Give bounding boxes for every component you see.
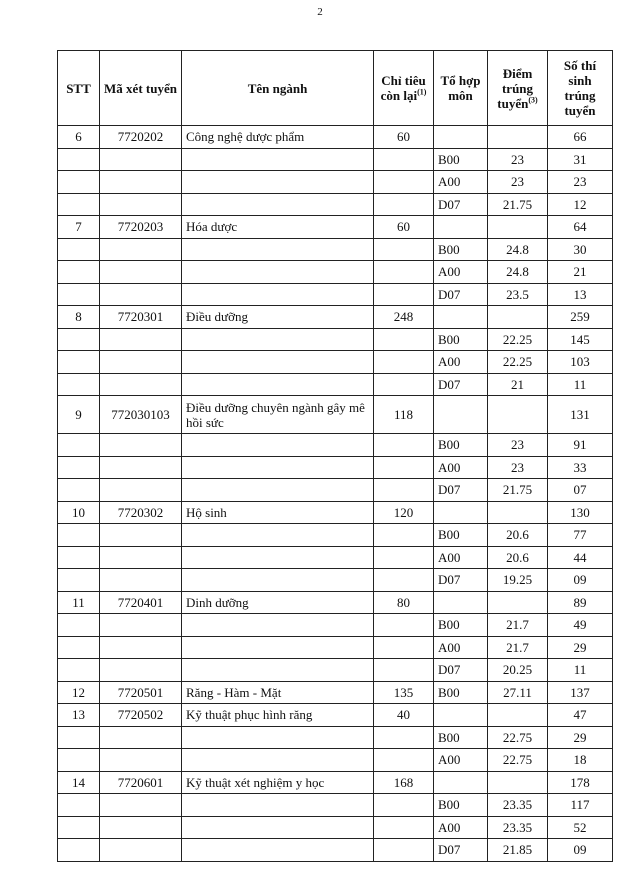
cell-combo [434,396,488,434]
cell-code [100,283,182,306]
cell-combo: B00 [434,238,488,261]
header-count: Số thí sinh trúng tuyển [548,51,613,126]
cell-score: 23.35 [488,794,548,817]
table-row [58,704,613,727]
cell-count: 23 [548,171,613,194]
cell-code [100,434,182,457]
cell-code [100,171,182,194]
cell-combo: D07 [434,479,488,502]
cell-count: 137 [548,681,613,704]
table-row [58,126,613,149]
cell-score [488,126,548,149]
cell-score: 22.75 [488,726,548,749]
cell-combo: B00 [434,148,488,171]
cell-combo [434,126,488,149]
cell-code [100,193,182,216]
cell-code [100,659,182,682]
table-row [58,261,613,284]
table-row [58,193,613,216]
cell-code [100,749,182,772]
cell-score: 20.25 [488,659,548,682]
cell-combo: B00 [434,434,488,457]
cell-combo: D07 [434,283,488,306]
cell-score: 21.75 [488,479,548,502]
cell-stt [58,546,100,569]
cell-code [100,479,182,502]
cell-quota: 60 [374,216,434,239]
cell-combo: D07 [434,193,488,216]
cell-name [182,839,374,862]
cell-code [100,328,182,351]
cell-name: Kỹ thuật phục hình răng [182,704,374,727]
cell-count: 29 [548,636,613,659]
cell-code: 7720203 [100,216,182,239]
cell-name: Công nghệ dược phẩm [182,126,374,149]
cell-combo: B00 [434,794,488,817]
cell-quota [374,434,434,457]
cell-score: 23.5 [488,283,548,306]
cell-quota [374,524,434,547]
cell-stt [58,794,100,817]
cell-count: 21 [548,261,613,284]
cell-count: 259 [548,306,613,329]
table-row [58,681,613,704]
cell-score: 22.25 [488,328,548,351]
table-row [58,238,613,261]
table-row [58,659,613,682]
cell-stt [58,456,100,479]
cell-score: 23.35 [488,816,548,839]
cell-count: 07 [548,479,613,502]
cell-combo: D07 [434,569,488,592]
header-row [58,51,613,126]
cell-score: 23 [488,148,548,171]
cell-name [182,148,374,171]
cell-stt [58,636,100,659]
cell-stt [58,171,100,194]
cell-quota [374,569,434,592]
header-quota [374,51,434,126]
cell-score: 23 [488,456,548,479]
table-row [58,328,613,351]
cell-count: 66 [548,126,613,149]
cell-name [182,479,374,502]
cell-quota [374,238,434,261]
cell-combo: A00 [434,456,488,479]
cell-combo [434,501,488,524]
cell-combo [434,771,488,794]
cell-name [182,749,374,772]
cell-name [182,636,374,659]
table-row [58,569,613,592]
cell-score: 19.25 [488,569,548,592]
cell-name [182,524,374,547]
cell-stt: 10 [58,501,100,524]
cell-combo: A00 [434,261,488,284]
cell-combo: A00 [434,816,488,839]
cell-quota [374,726,434,749]
cell-code: 7720301 [100,306,182,329]
cell-name [182,171,374,194]
header-quota-text: Chỉ tiêu còn lại [380,73,426,103]
cell-count: 12 [548,193,613,216]
header-name: Tên ngành [182,51,374,126]
cell-stt: 7 [58,216,100,239]
cell-code [100,816,182,839]
cell-count: 145 [548,328,613,351]
cell-stt [58,238,100,261]
cell-count: 18 [548,749,613,772]
cell-quota [374,479,434,502]
cell-name [182,193,374,216]
table-body [58,126,613,862]
cell-count: 30 [548,238,613,261]
cell-stt [58,373,100,396]
cell-score: 22.75 [488,749,548,772]
cell-score: 21.85 [488,839,548,862]
cell-quota [374,283,434,306]
cell-score [488,396,548,434]
cell-combo: A00 [434,749,488,772]
table-row [58,501,613,524]
cell-stt: 12 [58,681,100,704]
header-score-text: Điểm trúng tuyển [497,65,534,111]
cell-stt [58,839,100,862]
table-row [58,148,613,171]
cell-count: 131 [548,396,613,434]
cell-code [100,524,182,547]
table-row [58,479,613,502]
cell-combo: A00 [434,636,488,659]
cell-quota [374,546,434,569]
cell-name [182,238,374,261]
cell-score [488,591,548,614]
cell-combo [434,306,488,329]
cell-code: 7720401 [100,591,182,614]
cell-quota [374,794,434,817]
cell-combo [434,216,488,239]
cell-code [100,546,182,569]
cell-code [100,636,182,659]
cell-combo: A00 [434,171,488,194]
table-row [58,771,613,794]
cell-quota [374,659,434,682]
table-row [58,614,613,637]
cell-name [182,373,374,396]
cell-quota [374,148,434,171]
table-row [58,749,613,772]
table-row [58,283,613,306]
cell-count: 77 [548,524,613,547]
cell-stt [58,351,100,374]
table-row [58,726,613,749]
cell-count: 103 [548,351,613,374]
cell-code: 7720601 [100,771,182,794]
cell-combo: A00 [434,351,488,374]
cell-code: 7720502 [100,704,182,727]
cell-combo: A00 [434,546,488,569]
cell-count: 11 [548,659,613,682]
cell-code [100,839,182,862]
cell-count: 47 [548,704,613,727]
cell-name: Dinh dưỡng [182,591,374,614]
table-row [58,456,613,479]
cell-code [100,456,182,479]
cell-quota [374,351,434,374]
cell-quota [374,749,434,772]
cell-stt [58,569,100,592]
cell-count: 31 [548,148,613,171]
cell-quota [374,261,434,284]
cell-count: 130 [548,501,613,524]
cell-score: 21.7 [488,614,548,637]
header-score [488,51,548,126]
cell-stt: 6 [58,126,100,149]
cell-quota [374,373,434,396]
cell-stt [58,261,100,284]
cell-quota [374,816,434,839]
cell-score: 24.8 [488,238,548,261]
cell-name [182,726,374,749]
table-row [58,434,613,457]
cell-name [182,794,374,817]
cell-score: 20.6 [488,546,548,569]
cell-name [182,261,374,284]
cell-name: Hóa dược [182,216,374,239]
cell-combo: B00 [434,726,488,749]
cell-stt [58,816,100,839]
cell-count: 11 [548,373,613,396]
cell-stt [58,659,100,682]
cell-stt [58,479,100,502]
cell-name [182,569,374,592]
cell-stt: 11 [58,591,100,614]
cell-stt [58,328,100,351]
cell-code [100,148,182,171]
page-number: 2 [317,6,323,18]
cell-stt: 14 [58,771,100,794]
cell-stt: 9 [58,396,100,434]
table-row [58,373,613,396]
cell-name [182,456,374,479]
cell-score [488,771,548,794]
cell-stt [58,193,100,216]
cell-score: 27.11 [488,681,548,704]
cell-code [100,238,182,261]
header-score-note: (3) [528,95,538,105]
cell-stt [58,148,100,171]
cell-quota: 60 [374,126,434,149]
cell-score: 21.7 [488,636,548,659]
cell-stt: 8 [58,306,100,329]
cell-stt [58,614,100,637]
header-code: Mã xét tuyển [100,51,182,126]
cell-count: 89 [548,591,613,614]
cell-combo: B00 [434,524,488,547]
cell-score: 21.75 [488,193,548,216]
table-row [58,839,613,862]
cell-stt [58,434,100,457]
cell-quota [374,193,434,216]
cell-name [182,434,374,457]
cell-name: Hộ sinh [182,501,374,524]
cell-score: 20.6 [488,524,548,547]
cell-code [100,351,182,374]
table-row [58,351,613,374]
cell-score [488,306,548,329]
cell-score: 23 [488,434,548,457]
cell-quota: 120 [374,501,434,524]
cell-combo: D07 [434,839,488,862]
cell-name [182,328,374,351]
cell-combo: D07 [434,659,488,682]
cell-code: 7720202 [100,126,182,149]
table-row [58,524,613,547]
cell-combo: B00 [434,328,488,351]
cell-quota [374,636,434,659]
header-stt: STT [58,51,100,126]
cell-count: 117 [548,794,613,817]
cell-name [182,283,374,306]
cell-stt: 13 [58,704,100,727]
cell-quota [374,171,434,194]
table-row [58,546,613,569]
cell-count: 64 [548,216,613,239]
cell-code [100,569,182,592]
cell-name [182,546,374,569]
admission-table [57,50,613,862]
cell-stt [58,283,100,306]
cell-combo: B00 [434,614,488,637]
cell-count: 91 [548,434,613,457]
cell-quota: 80 [374,591,434,614]
cell-code [100,261,182,284]
cell-score: 22.25 [488,351,548,374]
cell-quota: 40 [374,704,434,727]
table-row [58,306,613,329]
cell-combo [434,591,488,614]
header-quota-note: (1) [417,87,427,97]
table-row [58,396,613,434]
cell-code: 772030103 [100,396,182,434]
cell-score: 23 [488,171,548,194]
cell-count: 52 [548,816,613,839]
cell-name: Điều dưỡng [182,306,374,329]
cell-score [488,216,548,239]
table-row [58,816,613,839]
cell-score [488,704,548,727]
cell-stt [58,524,100,547]
cell-name [182,659,374,682]
cell-name: Răng - Hàm - Mặt [182,681,374,704]
cell-name: Kỹ thuật xét nghiệm y học [182,771,374,794]
cell-count: 29 [548,726,613,749]
cell-count: 49 [548,614,613,637]
table-row [58,591,613,614]
cell-count: 09 [548,569,613,592]
cell-name [182,614,374,637]
cell-name: Điều dưỡng chuyên ngành gây mê hồi sức [182,396,374,434]
table-row [58,794,613,817]
cell-code [100,794,182,817]
cell-count: 13 [548,283,613,306]
cell-code [100,373,182,396]
cell-quota [374,328,434,351]
cell-code [100,726,182,749]
cell-quota [374,614,434,637]
cell-quota: 168 [374,771,434,794]
cell-quota: 135 [374,681,434,704]
table-row [58,636,613,659]
cell-count: 178 [548,771,613,794]
cell-quota [374,839,434,862]
table-row [58,171,613,194]
cell-stt [58,726,100,749]
cell-combo: D07 [434,373,488,396]
cell-stt [58,749,100,772]
cell-score [488,501,548,524]
cell-quota: 248 [374,306,434,329]
header-combo: Tổ hợp môn [434,51,488,126]
cell-score: 21 [488,373,548,396]
cell-quota [374,456,434,479]
cell-combo: B00 [434,681,488,704]
cell-count: 44 [548,546,613,569]
cell-count: 09 [548,839,613,862]
cell-code: 7720501 [100,681,182,704]
cell-combo [434,704,488,727]
cell-code [100,614,182,637]
table-row [58,216,613,239]
cell-score: 24.8 [488,261,548,284]
cell-quota: 118 [374,396,434,434]
cell-name [182,816,374,839]
cell-count: 33 [548,456,613,479]
cell-code: 7720302 [100,501,182,524]
cell-name [182,351,374,374]
